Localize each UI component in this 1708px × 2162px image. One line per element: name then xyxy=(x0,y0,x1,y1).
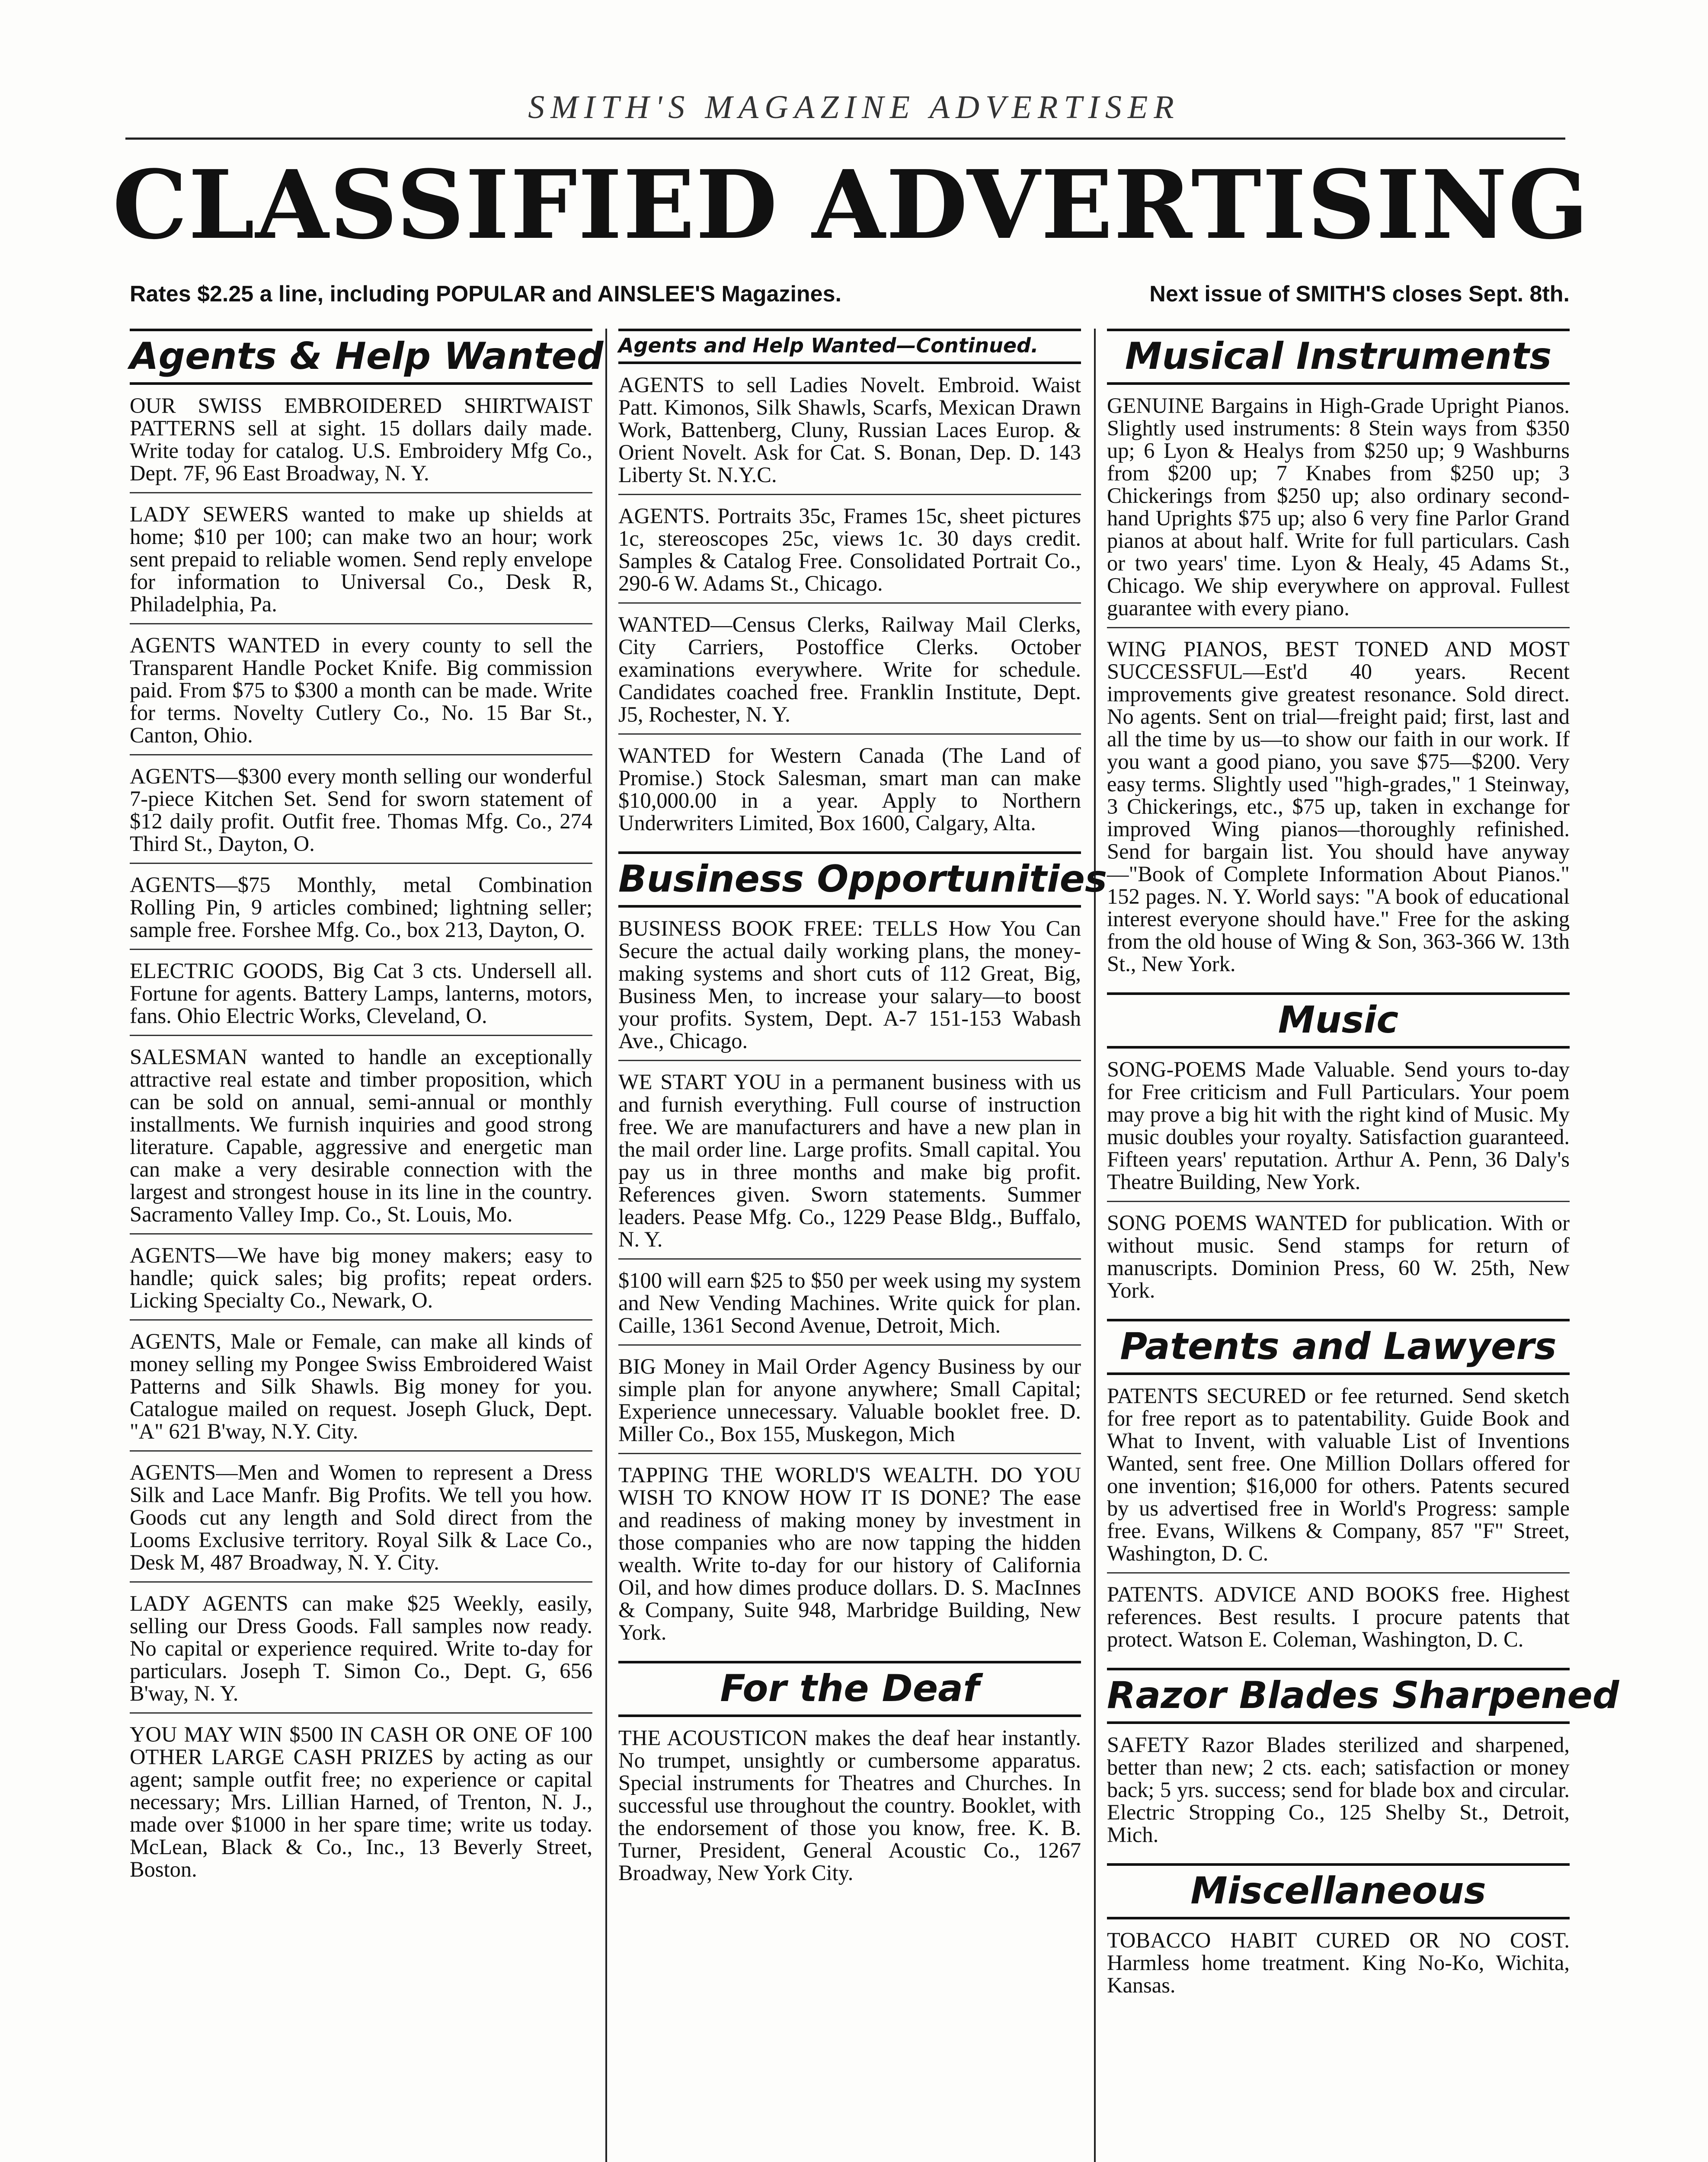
ad-listing: LADY SEWERS wanted to make up shields at home; $10 per 100; can make two an hour; work sent prepaid to reliable women. Send reply envelope for information to Universal Co., Desk R, Philadelphia, Pa. xyxy=(130,503,592,624)
ad-listing: BIG Money in Mail Order Agency Business by our simple plan for anyone anywhere; Small Capital; Experience unnecessary. Valuable booklet free. D. Miller Co., Box 155, Muskegon, Mich xyxy=(618,1355,1081,1454)
ad-listing: GENUINE Bargains in High-Grade Upright Pianos. Slightly used instruments: 8 Stein ways from $350 up; 6 Lyon & Healys from $250 up; 9 Washburns from $200 up; 7 Knabes from $250 up; 3 Chickerings from $250 up; also ordinary second-hand Uprights $75 up; also 6 very fine Parlor Grand pianos at about half. Write for full particulars. Cash or two years' time. Lyon & Healy, 45 Adams St., Chicago. We ship everywhere on approval. Fullest guarantee with every piano. xyxy=(1107,394,1570,628)
ad-listing: WING PIANOS, BEST TONED AND MOST SUCCESSFUL—Est'd 40 years. Recent improvements give greatest resonance. Sold direct. No agents. Sent on trial—freight paid; first, last and all the time by us—to show our faith in our work. If you want a good piano, you save $75—$200. Very easy terms. Slightly used "high-grades," 1 Steinway, 3 Chickerings, etc., $75 up, taken in exchange for improved Wing pianos—thoroughly refinished. Send for bargain list. You should have anyway—"Book of Complete Information About Pianos." 152 pages. N. Y. World says: "A book of educational interest everyone should have." Free for the asking from the old house of Wing & Son, 363-366 W. 13th St., New York. xyxy=(1107,637,1570,976)
ad-listing: PATENTS. ADVICE AND BOOKS free. Highest references. Best results. I procure patents that protect. Watson E. Coleman, Washington, D. C. xyxy=(1107,1582,1570,1651)
section-heading-deaf: For the Deaf xyxy=(618,1661,1081,1717)
ad-listing: AGENTS—$300 every month selling our wonderful 7-piece Kitchen Set. Send for sworn statement of $12 daily profit. Outfit free. Thomas Mfg. Co., 274 Third St., Dayton, O. xyxy=(130,765,592,864)
ad-listing: TOBACCO HABIT CURED OR NO COST. Harmless home treatment. King No-Ko, Wichita, Kansas. xyxy=(1107,1928,1570,1997)
ad-listing: AGENTS—We have big money makers; easy to handle; quick sales; big profits; repeat orders. Licking Specialty Co., Newark, O. xyxy=(130,1244,592,1321)
column-2 xyxy=(618,329,1107,2162)
rates-left: Rates $2.25 a line, including POPULAR and AINSLEE'S Magazines. xyxy=(130,281,841,307)
ad-listing: AGENTS, Male or Female, can make all kinds of money selling my Pongee Swiss Embroidered Waist Patterns and Silk Shawls. Big money for you. Catalogue mailed on request. Joseph Gluck, Dept. "A" 621 B'way, N.Y. City. xyxy=(130,1330,592,1452)
section-heading-business: Business Opportunities xyxy=(618,851,1081,908)
ad-listing: WANTED—Census Clerks, Railway Mail Clerks, City Carriers, Postoffice Clerks. October examinations everywhere. Write for schedule. Candidates coached free. Franklin Institute, Dept. J5, Rochester, N. Y. xyxy=(618,613,1081,735)
ad-listing: AGENTS WANTED in every county to sell the Transparent Handle Pocket Knife. Big commission paid. From $75 to $300 a month can be made. Write for terms. Novelty Cutlery Co., No. 15 Bar St., Canton, Ohio. xyxy=(130,634,592,755)
ad-listing: SAFETY Razor Blades sterilized and sharpened, better than new; 2 cts. each; satisfaction or money back; 5 yrs. success; send for blade box and circular. Electric Stropping Co., 125 Shelby St., Detroit, Mich. xyxy=(1107,1733,1570,1847)
running-head: SMITH'S MAGAZINE ADVERTISER xyxy=(528,89,1180,125)
ad-listing: AGENTS to sell Ladies Novelt. Embroid. Waist Patt. Kimonos, Silk Shawls, Scarfs, Mexican Drawn Work, Battenberg, Cluny, Russian Laces Europ. & Orient Novelt. Ask for Cat. S. Bonan, Dep. D. 143 Liberty St. N.Y.C. xyxy=(618,374,1081,495)
ad-listing: BUSINESS BOOK FREE: TELLS How You Can Secure the actual daily working plans, the money-making systems and short cuts of 112 Great, Big, Business Men, to increase your salary—to boost your profits. System, Dept. A-7 151-153 Wabash Ave., Chicago. xyxy=(618,917,1081,1061)
rates-right: Next issue of SMITH'S closes Sept. 8th. xyxy=(1149,281,1570,307)
ad-listing: THE ACOUSTICON makes the deaf hear instantly. No trumpet, unsightly or cumbersome apparatus. Special instruments for Theatres and Churches. In successful use throughout the country. Booklet, with the endorsement of those you know, free. K. B. Turner, President, General Acoustic Co., 1267 Broadway, New York City. xyxy=(618,1726,1081,1885)
header-rule xyxy=(125,138,1565,140)
ad-listing: SONG-POEMS Made Valuable. Send yours to-day for Free criticism and Full Particulars. Your poem may prove a big hit with the right kind of Music. My music doubles your royalty. Satisfaction guaranteed. Fifteen years' reputation. Arthur A. Penn, 36 Daly's Theatre Building, New York. xyxy=(1107,1058,1570,1202)
ad-listing: AGENTS. Portraits 35c, Frames 15c, sheet pictures 1c, stereoscopes 25c, views 1c. 30 days credit. Samples & Catalog Free. Consolidated Portrait Co., 290-6 W. Adams St., Chicago. xyxy=(618,505,1081,604)
ad-listing: ELECTRIC GOODS, Big Cat 3 cts. Undersell all. Fortune for agents. Battery Lamps, lanterns, motors, fans. Ohio Electric Works, Cleveland, O. xyxy=(130,959,592,1036)
ad-listing: YOU MAY WIN $500 IN CASH OR ONE OF 100 OTHER LARGE CASH PRIZES by acting as our agent; sample outfit free; no experience or capital necessary; Mrs. Lillian Harned, of Trenton, N. J., made over $1000 in her spare time; write us today. McLean, Black & Co., Inc., 13 Beverly Street, Boston. xyxy=(130,1722,592,1881)
column-3 xyxy=(1107,329,1619,2162)
section-heading-razor: Razor Blades Sharpened xyxy=(1107,1668,1570,1724)
section-heading-misc: Miscellaneous xyxy=(1107,1863,1570,1919)
section-heading-musical: Musical Instruments xyxy=(1107,329,1570,385)
section-heading-music: Music xyxy=(1107,992,1570,1049)
ad-listing: AGENTS—Men and Women to represent a Dress Silk and Lace Manfr. Big Profits. We tell you how. Goods cut any length and Sold direct from the Looms Exclusive territory. Royal Silk & Lace Co., Desk M, 487 Broadway, N. Y. City. xyxy=(130,1461,592,1583)
ad-listing: PATENTS SECURED or fee returned. Send sketch for free report as to patentability. Guide Book and What to Invent, with valuable List of Inventions Wanted, sent free. One Million Dollars offered for one invention; $16,000 for others. Patents secured by us advertised free in World's Progress: sample free. Evans, Wilkens & Company, 857 "F" Street, Washington, D. C. xyxy=(1107,1385,1570,1574)
rates-line xyxy=(130,281,1570,307)
columns xyxy=(130,329,1619,2162)
column-rule-1 xyxy=(605,329,607,2162)
ad-listing: WANTED for Western Canada (The Land of Promise.) Stock Salesman, smart man can make $10,000.00 in a year. Apply to Northern Underwriters Limited, Box 1600, Calgary, Alta. xyxy=(618,743,1081,835)
ad-listing: TAPPING THE WORLD'S WEALTH. DO YOU WISH TO KNOW HOW IT IS DONE? The ease and readiness of making money by investment in those companies who are now tapping the hidden wealth. Write to-day for our history of California Oil, and how dimes produce dollars. D. S. MacInnes & Company, Suite 948, Marbridge Building, New York. xyxy=(618,1463,1081,1644)
page-title: CLASSIFIED ADVERTISING xyxy=(112,150,1590,260)
section-heading-patents: Patents and Lawyers xyxy=(1107,1319,1570,1375)
section-heading-agents: Agents & Help Wanted xyxy=(130,329,592,385)
ad-listing: SONG POEMS WANTED for publication. With or without music. Send stamps for return of manuscripts. Dominion Press, 60 W. 25th, New York. xyxy=(1107,1211,1570,1302)
column-1 xyxy=(130,329,604,2162)
ad-listing: LADY AGENTS can make $25 Weekly, easily, selling our Dress Goods. Fall samples now ready. No capital or experience required. Write to-day for particulars. Joseph T. Simon Co., Dept. G, 656 B'way, N. Y. xyxy=(130,1592,592,1714)
section-heading-agents-continued: Agents and Help Wanted—Continued. xyxy=(618,329,1081,364)
ad-listing: AGENTS—$75 Monthly, metal Combination Rolling Pin, 9 articles combined; lightning seller; sample free. Forshee Mfg. Co., box 213, Dayton, O. xyxy=(130,873,592,950)
ad-listing: WE START YOU in a permanent business with us and furnish everything. Full course of instruction free. We are manufacturers and have a new plan in the mail order line. Large profits. Small capital. You pay us in three months and make big profit. References given. Sworn statements. Summer leaders. Pease Mfg. Co., 1229 Pease Bldg., Buffalo, N. Y. xyxy=(618,1071,1081,1260)
ad-listing: $100 will earn $25 to $50 per week using my system and New Vending Machines. Write quick for plan. Caille, 1361 Second Avenue, Detroit, Mich. xyxy=(618,1269,1081,1346)
ad-listing: OUR SWISS EMBROIDERED SHIRTWAIST PATTERNS sell at sight. 15 dollars daily made. Write today for catalog. U.S. Embroidery Mfg Co., Dept. 7F, 96 East Broadway, N. Y. xyxy=(130,394,592,493)
ad-listing: SALESMAN wanted to handle an exceptionally attractive real estate and timber proposition, which can be sold on annual, semi-annual or monthly installments. We furnish inquiries and good strong literature. Capable, aggressive and energetic man can make a very desirable connection with the largest and strongest house in its line in the country. Sacramento Valley Imp. Co., St. Louis, Mo. xyxy=(130,1046,592,1235)
column-rule-2 xyxy=(1094,329,1096,2162)
